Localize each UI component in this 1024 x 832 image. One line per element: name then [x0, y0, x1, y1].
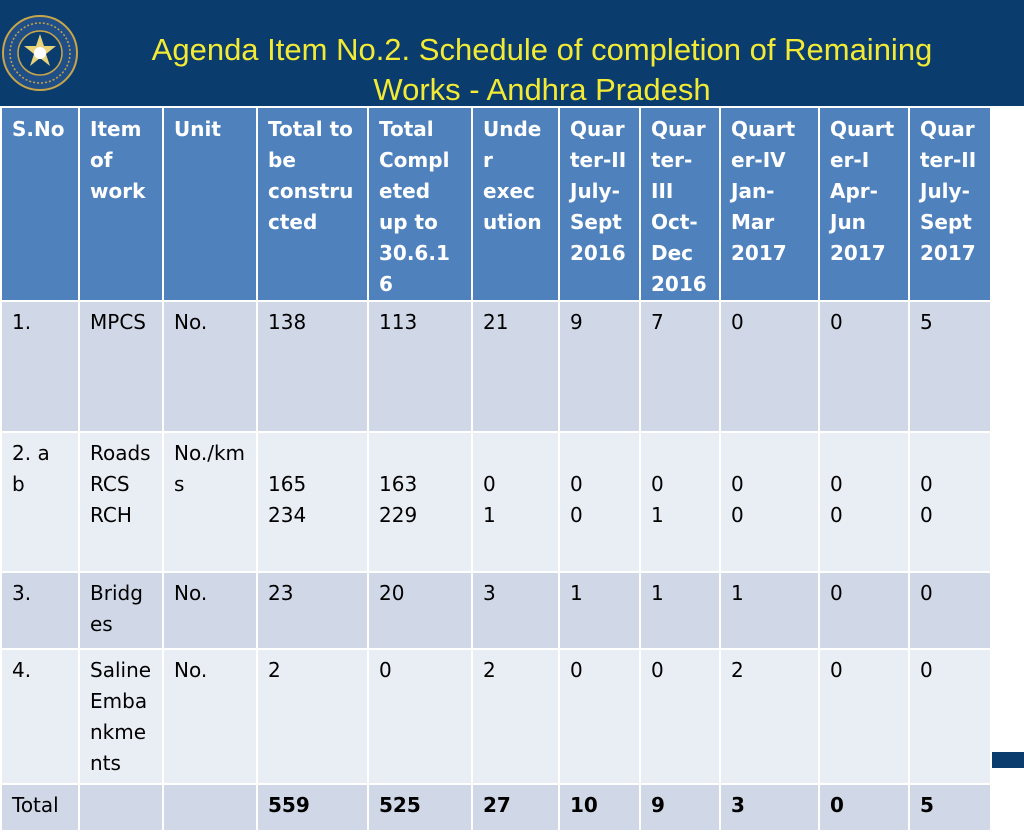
title-line-1: Agenda Item No.2. Schedule of completion of Remaining	[151, 32, 933, 67]
cell-item: MPCS	[79, 301, 163, 432]
cell-total: 23	[257, 572, 368, 649]
cell-completed: 20	[368, 572, 472, 649]
cell-under-execution: 27	[472, 784, 559, 831]
cell-q4-2017: 2	[720, 649, 819, 784]
cell-q2-2017: 5	[909, 784, 991, 831]
cell-sno: 1.	[1, 301, 79, 432]
cell-q2-2016: 0 0	[559, 432, 640, 572]
cell-q3-2016: 0 1	[640, 432, 720, 572]
cell-q1-2017: 0	[819, 784, 909, 831]
column-header: Item of work	[79, 107, 163, 301]
cell-q4-2017: 3	[720, 784, 819, 831]
cell-q1-2017: 0	[819, 301, 909, 432]
column-header: Quarter-I Apr-Jun 2017	[819, 107, 909, 301]
cell-q2-2016: 1	[559, 572, 640, 649]
cell-q3-2016: 0	[640, 649, 720, 784]
cell-unit	[163, 784, 257, 831]
cell-q2-2016: 10	[559, 784, 640, 831]
cell-q2-2017: 0	[909, 572, 991, 649]
table-row	[1, 301, 991, 432]
column-header: Quarter-III Oct-Dec 2016	[640, 107, 720, 301]
cell-q4-2017: 0	[720, 301, 819, 432]
column-header: Unit	[163, 107, 257, 301]
title-line-2: Works - Andhra Pradesh	[373, 72, 711, 107]
slide-title	[82, 30, 1002, 110]
schedule-table	[0, 106, 992, 832]
cell-sno: 2. a b	[1, 432, 79, 572]
cell-completed: 525	[368, 784, 472, 831]
cell-under-execution: 21	[472, 301, 559, 432]
cell-unit: No./kms	[163, 432, 257, 572]
cell-q1-2017: 0 0	[819, 432, 909, 572]
cell-item	[79, 784, 163, 831]
table-row	[1, 649, 991, 784]
cell-completed: 0	[368, 649, 472, 784]
cell-unit: No.	[163, 649, 257, 784]
cell-sno: 4.	[1, 649, 79, 784]
column-header: Quarter-II July-Sept 2016	[559, 107, 640, 301]
cell-total: 559	[257, 784, 368, 831]
cell-q2-2017: 0 0	[909, 432, 991, 572]
organization-seal-logo	[2, 12, 78, 94]
cell-total: 165 234	[257, 432, 368, 572]
column-header: Quarter-II July-Sept 2017	[909, 107, 991, 301]
cell-unit: No.	[163, 572, 257, 649]
cell-item: Roads RCS RCH	[79, 432, 163, 572]
cell-q3-2016: 1	[640, 572, 720, 649]
total-row	[1, 784, 991, 831]
cell-total: 2	[257, 649, 368, 784]
table-row	[1, 432, 991, 572]
cell-q4-2017: 0 0	[720, 432, 819, 572]
cell-under-execution: 3	[472, 572, 559, 649]
cell-q3-2016: 7	[640, 301, 720, 432]
cell-q2-2016: 0	[559, 649, 640, 784]
column-header: Under execution	[472, 107, 559, 301]
cell-q2-2016: 9	[559, 301, 640, 432]
table-header-row	[1, 107, 991, 301]
cell-q3-2016: 9	[640, 784, 720, 831]
cell-under-execution: 2	[472, 649, 559, 784]
cell-total-label: Total	[1, 784, 79, 831]
cell-q2-2017: 0	[909, 649, 991, 784]
right-margin	[990, 106, 1024, 768]
cell-total: 138	[257, 301, 368, 432]
slide-header	[0, 0, 1024, 106]
column-header: Quarter-IV Jan-Mar 2017	[720, 107, 819, 301]
cell-unit: No.	[163, 301, 257, 432]
cell-q4-2017: 1	[720, 572, 819, 649]
cell-completed: 163 229	[368, 432, 472, 572]
column-header: Total Completed up to 30.6.16	[368, 107, 472, 301]
cell-under-execution: 0 1	[472, 432, 559, 572]
cell-q1-2017: 0	[819, 649, 909, 784]
cell-completed: 113	[368, 301, 472, 432]
cell-sno: 3.	[1, 572, 79, 649]
cell-item: Bridges	[79, 572, 163, 649]
cell-q2-2017: 5	[909, 301, 991, 432]
cell-item: Saline Embankments	[79, 649, 163, 784]
table-row	[1, 572, 991, 649]
column-header: Total to be constructed	[257, 107, 368, 301]
bottom-corner-bar	[990, 752, 1024, 768]
cell-q1-2017: 0	[819, 572, 909, 649]
column-header: S.No	[1, 107, 79, 301]
